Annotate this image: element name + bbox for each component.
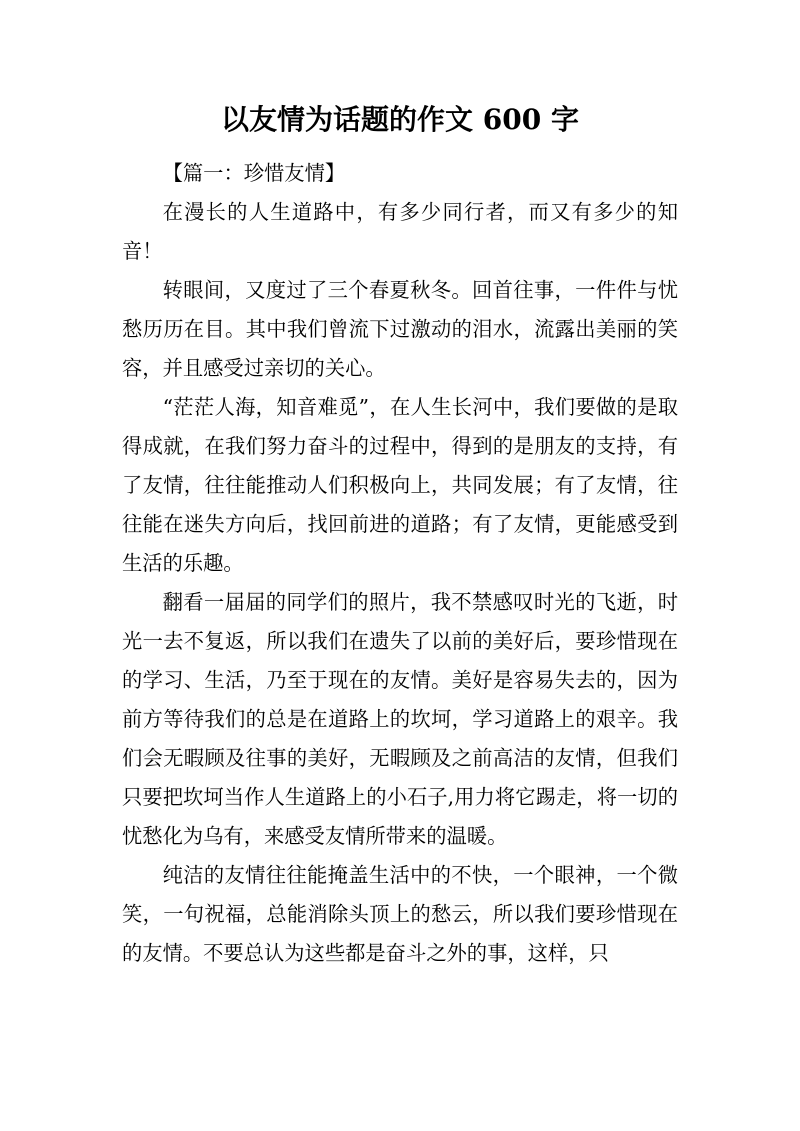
document-body <box>122 154 678 973</box>
document-title: 以友情为话题的作文 600 字 <box>221 103 579 136</box>
paragraph-2: 转眼间，又度过了三个春夏秋冬。回首往事，一件件与忧愁历历在目。其中我们曾流下过激动的泪水，流露出美丽的笑容，并且感受过亲切的关心。 <box>122 278 678 380</box>
section-heading: 【篇一：珍惜友情】 <box>162 161 346 185</box>
paragraph-3: “茫茫人海，知音难觅”，在人生长河中，我们要做的是取得成就，在我们努力奋斗的过程中，得到的是朋友的支持，有了友情，往往能推动人们积极向上，共同发展；有了友情，往往能在迷失方向后，找回前进的道路；有了友情，更能感受到生活的乐趣。 <box>122 395 678 575</box>
paragraph-1: 在漫长的人生道路中，有多少同行者，而又有多少的知音！ <box>122 200 678 263</box>
paragraph-4: 翻看一届届的同学们的照片，我不禁感叹时光的飞逝，时光一去不复返，所以我们在遗失了以前的美好后，要珍惜现在的学习、生活，乃至于现在的友情。美好是容易失去的，因为前方等待我们的总是在道路上的坎坷，学习道路上的艰辛。我们会无暇顾及往事的美好，无暇顾及之前高洁的友情，但我们只要把坎坷当作人生道路上的小石子,用力将它踢走，将一切的忧愁化为乌有，来感受友情所带来的温暖。 <box>122 590 678 848</box>
paragraph-5: 纯洁的友情往往能掩盖生活中的不快，一个眼神，一个微笑，一句祝福，总能消除头顶上的愁云，所以我们要珍惜现在的友情。不要总认为这些都是奋斗之外的事，这样，只 <box>122 863 678 965</box>
